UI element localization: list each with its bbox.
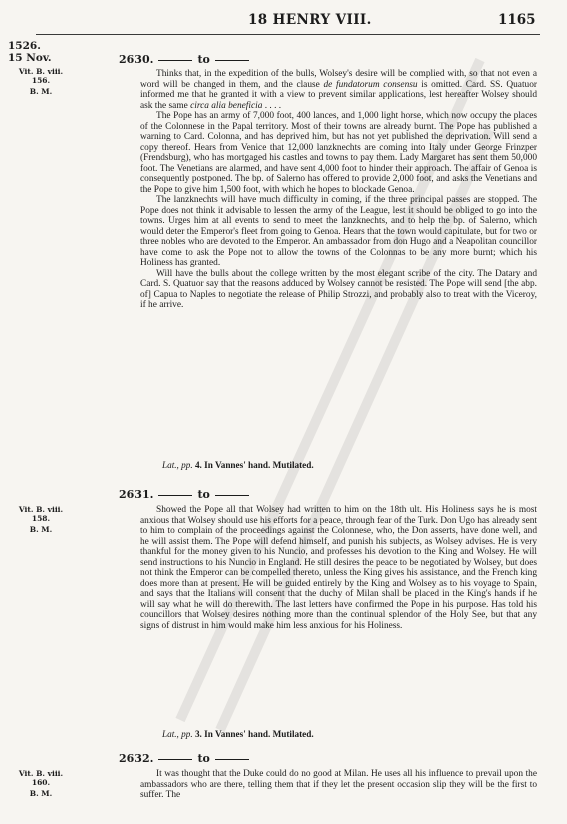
header-rule [36, 34, 540, 35]
entry-heading-2630: 2630. to [119, 53, 254, 66]
entry-2631-text [140, 505, 537, 631]
paragraph: Thinks that, in the expedition of the bulls, Wolsey's desire will be complied with, so that not even a word will be changed in them, and the clause de fundatorum consensu is omitted. Card. SS. Quatuor informed me that he granted it with a view to prevent similar applications, lest hereafter Wolsey should ask the same circa alia beneficia . . . . [140, 69, 537, 111]
page-number: 1165 [498, 12, 536, 28]
paragraph: Will have the bulls about the college written by the most elegant scribe of the city. The Datary and Card. S. Quatuor say that the reasons adduced by Wolsey cannot be resisted. The Pope will send [the abp. of] Capua to Naples to negotiate the release of Philip Strozzi, and probably also to treat with the Viceroy, if he arrive. [140, 268, 537, 310]
paragraph: Showed the Pope all that Wolsey had written to him on the 18th ult. His Holiness says he is most anxious that Wolsey should use his efforts for a peace, through fear of the Turk. Don Ugo has already sent to him to complain of the proceedings against the Colonnese, who, the Don asserts, have done well, and he will assist them. The Pope will defend himself, and punish his subjects, as Wolsey advises. He is very thankful for the money given to his Nuncio, and professes his devotion to the King and Wolsey. He will send instructions to his Nuncio in England. He still desires the peace to be negotiated by Wolsey, but does not think the Emperor can be compelled thereto, unless the King gives his assistance, and the French king does more than at present. He will be guided entirely by the King and Wolsey as to his voyage to Spain, and says that the Italians will consent that the duchy of Milan shall be placed in the King's hands if he will say what he will do therewith. The last letters have confirmed the Pope in his purpose. Has told his councillors that Wolsey desires nothing more than the continual splendor of the Holy See, but that any signs of distrust in him would make him less anxious for his Holiness. [140, 505, 537, 631]
entry-2630-note: Lat., pp. 4. In Vannes' hand. Mutilated. [162, 460, 314, 470]
margin-date: 15 Nov. [8, 52, 52, 64]
running-header-title: 18 HENRY VIII. [248, 12, 372, 28]
entry-2632-text [140, 769, 537, 801]
margin-ref-2631: Vit. B. viii. 158. B. M. [18, 505, 64, 534]
entry-heading-2631: 2631. to [119, 488, 254, 501]
margin-ref-2630: Vit. B. viii. 156. B. M. [18, 67, 64, 96]
paragraph: It was thought that the Duke could do no good at Milan. He uses all his influence to prevail upon the ambassadors who are there, telling them that if they let the present occasion slip they will be the first to suffer. The [140, 769, 537, 800]
entry-2631-note: Lat., pp. 3. In Vannes' hand. Mutilated. [162, 729, 314, 739]
margin-year: 1526. [8, 40, 41, 52]
paragraph: The lanzknechts will have much difficulty in coming, if the three principal passes are stopped. The Pope does not think it advisable to lessen the army of the League, lest it should be obliged to go into the towns. Urges him at all events to send to meet the lanzknechts, and to help the bp. of Salerno, which would deter the Emperor's fleet from going to Genoa. Hears that the town would capitulate, but for two or three nobles who are devoted to the Emperor. An ambassador from don Hugo and a Neapolitan councillor have come to ask the Pope not to allow the towns of the Colonnas to be any more burnt; which his Holiness has granted. [140, 195, 537, 268]
entry-2630-text [140, 69, 537, 311]
margin-ref-2632: Vit. B. viii. 160. B. M. [18, 769, 64, 798]
entry-heading-2632: 2632. to [119, 752, 254, 765]
paragraph: The Pope has an army of 7,000 foot, 400 lances, and 1,000 light horse, which now occupy the places of the Colonnese in the Papal territory. Most of their towns are already burnt. The Pope has published a warning to Card. Colonna, and has deprived him, but has not yet published the deprivation. Will send a copy thereof. Hears from Venice that 12,000 lanzknechts are coming into Italy under George Frinzper (Frendsburg), who has mortgaged his castles and towns to pay them. Lady Margaret has sent them 50,000 foot. The Venetians are alarmed, and have sent 4,000 foot to hinder their approach. The affair of Genoa is consequently postponed. The bp. of Salerno has offered to provide 2,000 foot, and asks the Venetians and the Pope to give him 1,500 foot, with which he hopes to blockade Genoa. [140, 111, 537, 195]
